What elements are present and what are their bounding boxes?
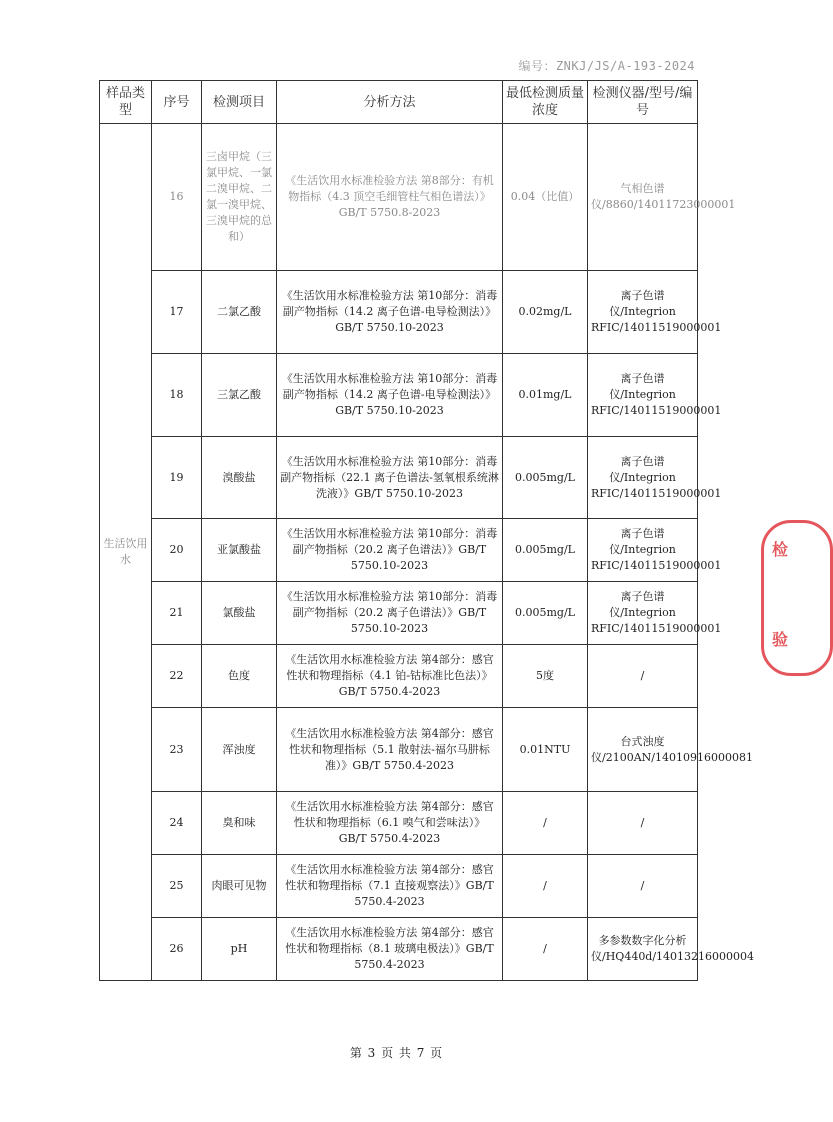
row-limit: 0.01NTU xyxy=(503,708,588,792)
row-item: 三氯乙酸 xyxy=(202,354,277,437)
row-method: 《生活饮用水标准检验方法 第10部分：消毒副产物指标（20.2 离子色谱法）》GB/T 5750.10-2023 xyxy=(277,582,503,645)
row-limit: 0.005mg/L xyxy=(503,437,588,519)
header-analysis-method: 分析方法 xyxy=(277,81,503,124)
row-number: 23 xyxy=(152,708,202,792)
header-detection-limit: 最低检测质量浓度 xyxy=(503,81,588,124)
table-row xyxy=(100,519,698,582)
row-instrument: 离子色谱仪/Integrion RFIC/14011519000001 xyxy=(588,519,698,582)
row-limit: 5度 xyxy=(503,645,588,708)
row-number: 17 xyxy=(152,271,202,354)
header-serial-number: 序号 xyxy=(152,81,202,124)
row-method: 《生活饮用水标准检验方法 第8部分：有机物指标（4.3 顶空毛细管柱气相色谱法）》GB/T 5750.8-2023 xyxy=(277,124,503,271)
row-instrument: 离子色谱仪/Integrion RFIC/14011519000001 xyxy=(588,582,698,645)
row-limit: 0.01mg/L xyxy=(503,354,588,437)
row-limit: 0.02mg/L xyxy=(503,271,588,354)
table-row xyxy=(100,645,698,708)
row-method: 《生活饮用水标准检验方法 第4部分：感官性状和物理指标（5.1 散射法-福尔马肼标准）》GB/T 5750.4-2023 xyxy=(277,708,503,792)
row-number: 16 xyxy=(152,124,202,271)
page-footer: 第 3 页 共 7 页 xyxy=(349,1046,444,1060)
stamp-char-bottom: 验 xyxy=(772,630,789,649)
document-number: 编号：ZNKJ/JS/A-193-2024 xyxy=(518,59,695,73)
row-instrument: 离子色谱仪/Integrion RFIC/14011519000001 xyxy=(588,271,698,354)
table-row xyxy=(100,855,698,918)
row-item: 溴酸盐 xyxy=(202,437,277,519)
row-number: 26 xyxy=(152,918,202,981)
row-number: 24 xyxy=(152,792,202,855)
row-method: 《生活饮用水标准检验方法 第4部分：感官性状和物理指标（6.1 嗅气和尝味法）》GB/T 5750.4-2023 xyxy=(277,792,503,855)
sample-type-cell: 生活饮用水 xyxy=(100,124,152,981)
row-limit: / xyxy=(503,792,588,855)
row-instrument: 离子色谱仪/Integrion RFIC/14011519000001 xyxy=(588,354,698,437)
row-instrument: 气相色谱仪/8860/14011723000001 xyxy=(588,124,698,271)
row-instrument: 离子色谱仪/Integrion RFIC/14011519000001 xyxy=(588,437,698,519)
table-row xyxy=(100,708,698,792)
row-limit: 0.005mg/L xyxy=(503,519,588,582)
table-row xyxy=(100,792,698,855)
row-item: 臭和味 xyxy=(202,792,277,855)
row-item: 氯酸盐 xyxy=(202,582,277,645)
table-row xyxy=(100,918,698,981)
row-instrument: 台式浊度仪/2100AN/14010916000081 xyxy=(588,708,698,792)
row-limit: 0.005mg/L xyxy=(503,582,588,645)
row-number: 22 xyxy=(152,645,202,708)
row-method: 《生活饮用水标准检验方法 第10部分：消毒副产物指标（20.2 离子色谱法）》GB/T 5750.10-2023 xyxy=(277,519,503,582)
row-instrument: / xyxy=(588,645,698,708)
header-sample-type: 样品类型 xyxy=(100,81,152,124)
header-instrument: 检测仪器/型号/编号 xyxy=(588,81,698,124)
table-row xyxy=(100,354,698,437)
row-method: 《生活饮用水标准检验方法 第10部分：消毒副产物指标（14.2 离子色谱-电导检测法）》GB/T 5750.10-2023 xyxy=(277,354,503,437)
row-method: 《生活饮用水标准检验方法 第4部分：感官性状和物理指标（7.1 直接观察法）》GB/T 5750.4-2023 xyxy=(277,855,503,918)
row-item: 肉眼可见物 xyxy=(202,855,277,918)
row-limit: 0.04（比值） xyxy=(503,124,588,271)
table-row xyxy=(100,271,698,354)
row-number: 19 xyxy=(152,437,202,519)
row-item: 浑浊度 xyxy=(202,708,277,792)
row-number: 21 xyxy=(152,582,202,645)
row-item: 二氯乙酸 xyxy=(202,271,277,354)
official-seal-stamp xyxy=(761,520,833,676)
row-item: 三卤甲烷（三氯甲烷、一氯二溴甲烷、二氯一溴甲烷、三溴甲烷的总和） xyxy=(202,124,277,271)
row-item: 色度 xyxy=(202,645,277,708)
row-instrument: 多参数数字化分析仪/HQ440d/14013216000004 xyxy=(588,918,698,981)
test-methods-table xyxy=(99,80,755,981)
row-number: 25 xyxy=(152,855,202,918)
row-method: 《生活饮用水标准检验方法 第10部分：消毒副产物指标（14.2 离子色谱-电导检测法）》GB/T 5750.10-2023 xyxy=(277,271,503,354)
row-method: 《生活饮用水标准检验方法 第4部分：感官性状和物理指标（8.1 玻璃电极法）》GB/T 5750.4-2023 xyxy=(277,918,503,981)
row-number: 18 xyxy=(152,354,202,437)
row-method: 《生活饮用水标准检验方法 第4部分：感官性状和物理指标（4.1 铂-钴标准比色法）》GB/T 5750.4-2023 xyxy=(277,645,503,708)
table-row xyxy=(100,582,698,645)
row-number: 20 xyxy=(152,519,202,582)
row-item: pH xyxy=(202,918,277,981)
stamp-char-top: 检 xyxy=(772,540,789,559)
row-instrument: / xyxy=(588,855,698,918)
row-instrument: / xyxy=(588,792,698,855)
row-method: 《生活饮用水标准检验方法 第10部分：消毒副产物指标（22.1 离子色谱法-氢氧根系统淋洗液）》GB/T 5750.10-2023 xyxy=(277,437,503,519)
table-header-row xyxy=(100,81,698,124)
table-row xyxy=(100,437,698,519)
row-item: 亚氯酸盐 xyxy=(202,519,277,582)
row-limit: / xyxy=(503,918,588,981)
row-limit: / xyxy=(503,855,588,918)
table-row xyxy=(100,124,698,271)
header-test-item: 检测项目 xyxy=(202,81,277,124)
